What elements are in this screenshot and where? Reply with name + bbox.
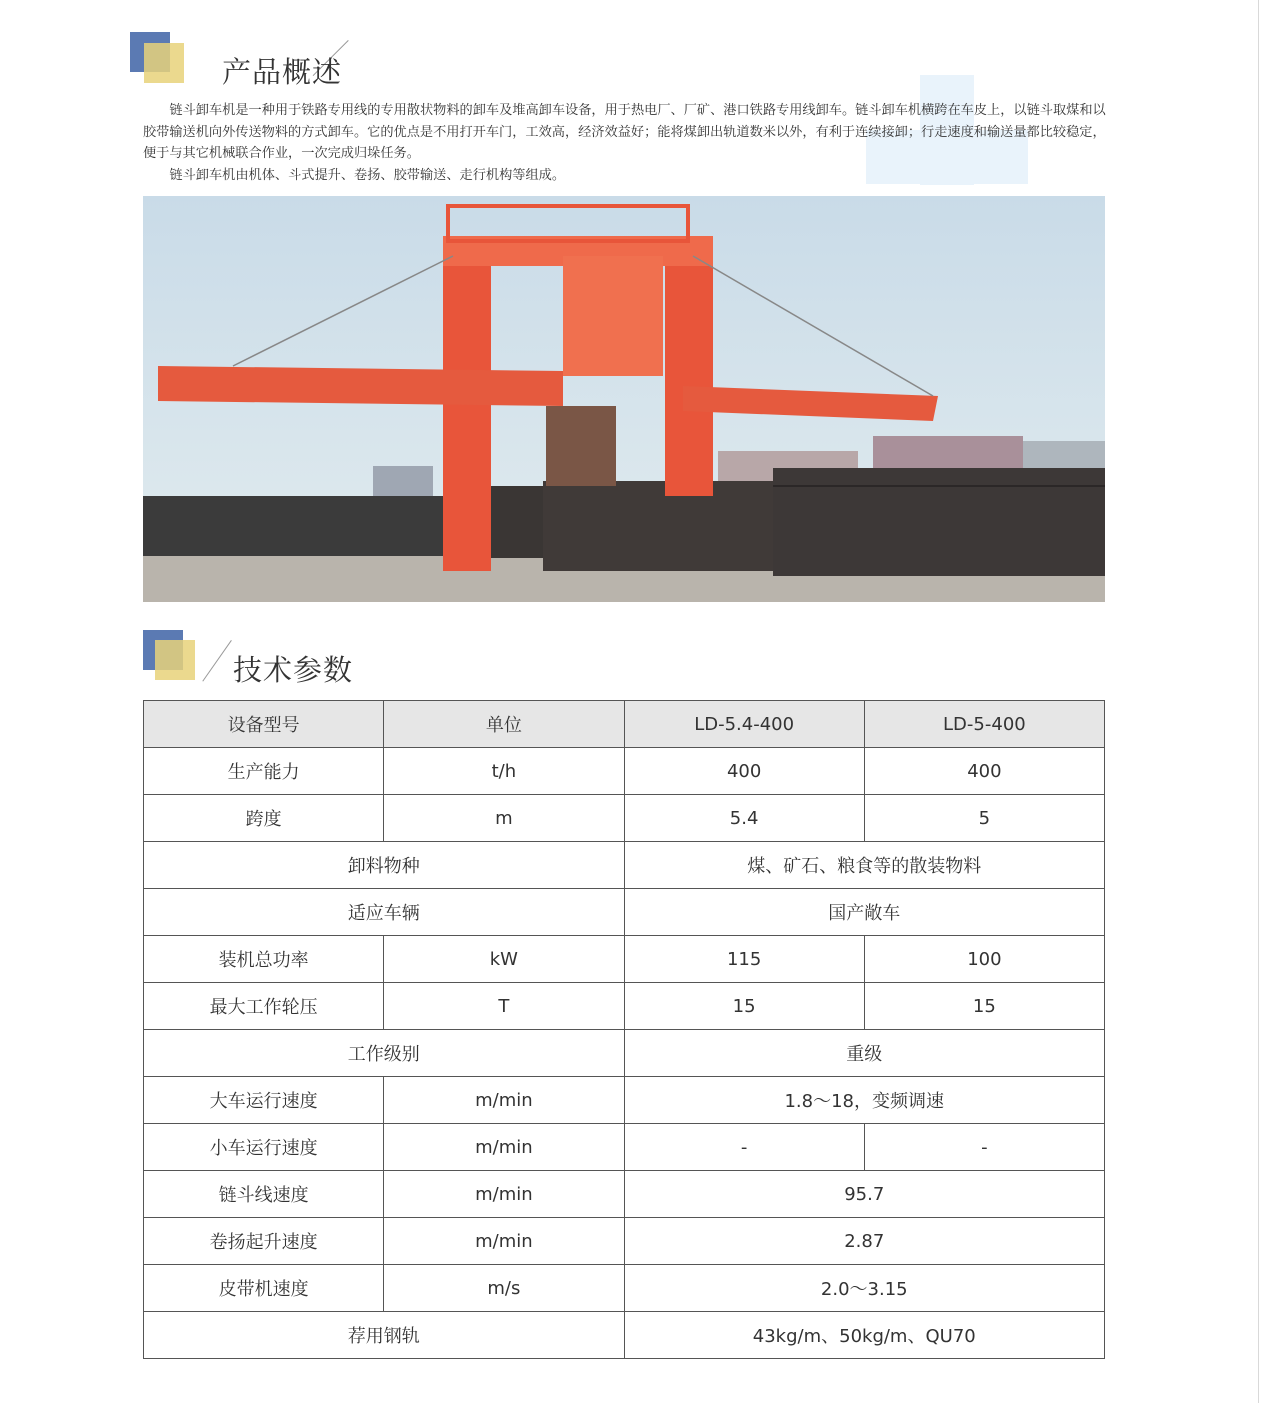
table-cell: 重级 [624, 1030, 1105, 1077]
table-cell: 15 [864, 983, 1104, 1030]
table-cell: m/min [384, 1124, 624, 1171]
table-cell: - [864, 1124, 1104, 1171]
table-cell: m/min [384, 1171, 624, 1218]
table-cell: 2.0～3.15 [624, 1265, 1105, 1312]
table-cell: 400 [624, 748, 864, 795]
table-cell: 链斗线速度 [144, 1171, 384, 1218]
table-cell: T [384, 983, 624, 1030]
table-cell: t/h [384, 748, 624, 795]
table-cell: 15 [624, 983, 864, 1030]
table-cell: 43kg/m、50kg/m、QU70 [624, 1312, 1105, 1359]
table-cell: 1.8～18，变频调速 [624, 1077, 1105, 1124]
heading-square-yellow [155, 640, 195, 680]
table-header-cell: 设备型号 [144, 701, 384, 748]
table-row [144, 1124, 1105, 1171]
table-cell: - [624, 1124, 864, 1171]
table-cell: 最大工作轮压 [144, 983, 384, 1030]
overview-heading [130, 32, 390, 92]
table-header-cell: LD-5.4-400 [624, 701, 864, 748]
table-row [144, 1030, 1105, 1077]
table-cell: 生产能力 [144, 748, 384, 795]
table-row [144, 983, 1105, 1030]
table-cell: 100 [864, 936, 1104, 983]
table-row [144, 1171, 1105, 1218]
table-cell: 5 [864, 795, 1104, 842]
table-cell: 400 [864, 748, 1104, 795]
table-cell: 国产敞车 [624, 889, 1105, 936]
table-row [144, 842, 1105, 889]
overview-paragraph: 链斗卸车机是一种用于铁路专用线的专用散状物料的卸车及堆高卸车设备，用于热电厂、厂矿、港口铁路专用线卸车。链斗卸车机横跨在车皮上，以链斗取煤和以胶带输送机向外传送物料的方式卸车。它的优点是不用打开车门，工效高，经济效益好；能将煤卸出轨道数米以外，有利于连续接卸；行走速度和输送量都比较稳定，便于与其它机械联合作业，一次完成归垛任务。 [143, 103, 1106, 161]
table-cell: 卷扬起升速度 [144, 1218, 384, 1265]
table-header-cell: LD-5-400 [864, 701, 1104, 748]
table-cell: m/min [384, 1077, 624, 1124]
page-edge-line [1258, 0, 1259, 1403]
spec-table [143, 700, 1105, 1359]
table-row [144, 1077, 1105, 1124]
table-row [144, 889, 1105, 936]
table-cell: 荐用钢轨 [144, 1312, 625, 1359]
table-cell: 5.4 [624, 795, 864, 842]
table-row [144, 748, 1105, 795]
table-row [144, 1312, 1105, 1359]
table-row [144, 1265, 1105, 1312]
table-cell: 大车运行速度 [144, 1077, 384, 1124]
table-header-row [144, 701, 1105, 748]
table-cell: 适应车辆 [144, 889, 625, 936]
table-row [144, 795, 1105, 842]
table-cell: 煤、矿石、粮食等的散装物料 [624, 842, 1105, 889]
specs-heading [143, 630, 403, 690]
table-cell: 95.7 [624, 1171, 1105, 1218]
table-cell: 皮带机速度 [144, 1265, 384, 1312]
overview-text [143, 100, 1118, 186]
table-header-cell: 单位 [384, 701, 624, 748]
table-cell: 115 [624, 936, 864, 983]
table-cell: 2.87 [624, 1218, 1105, 1265]
table-cell: 装机总功率 [144, 936, 384, 983]
table-cell: 卸料物种 [144, 842, 625, 889]
table-row [144, 936, 1105, 983]
table-cell: m/min [384, 1218, 624, 1265]
table-cell: kW [384, 936, 624, 983]
table-cell: 工作级别 [144, 1030, 625, 1077]
table-cell: 跨度 [144, 795, 384, 842]
heading-slash [202, 640, 231, 682]
heading-square-yellow [144, 43, 184, 83]
unloader-photo [143, 196, 1105, 602]
table-cell: 小车运行速度 [144, 1124, 384, 1171]
overview-title: 产品概述 [222, 55, 343, 89]
table-cell: m [384, 795, 624, 842]
table-cell: m/s [384, 1265, 624, 1312]
table-row [144, 1218, 1105, 1265]
overview-paragraph: 链斗卸车机由机体、斗式提升、卷扬、胶带输送、走行机构等组成。 [169, 167, 566, 183]
specs-title: 技术参数 [233, 653, 354, 687]
